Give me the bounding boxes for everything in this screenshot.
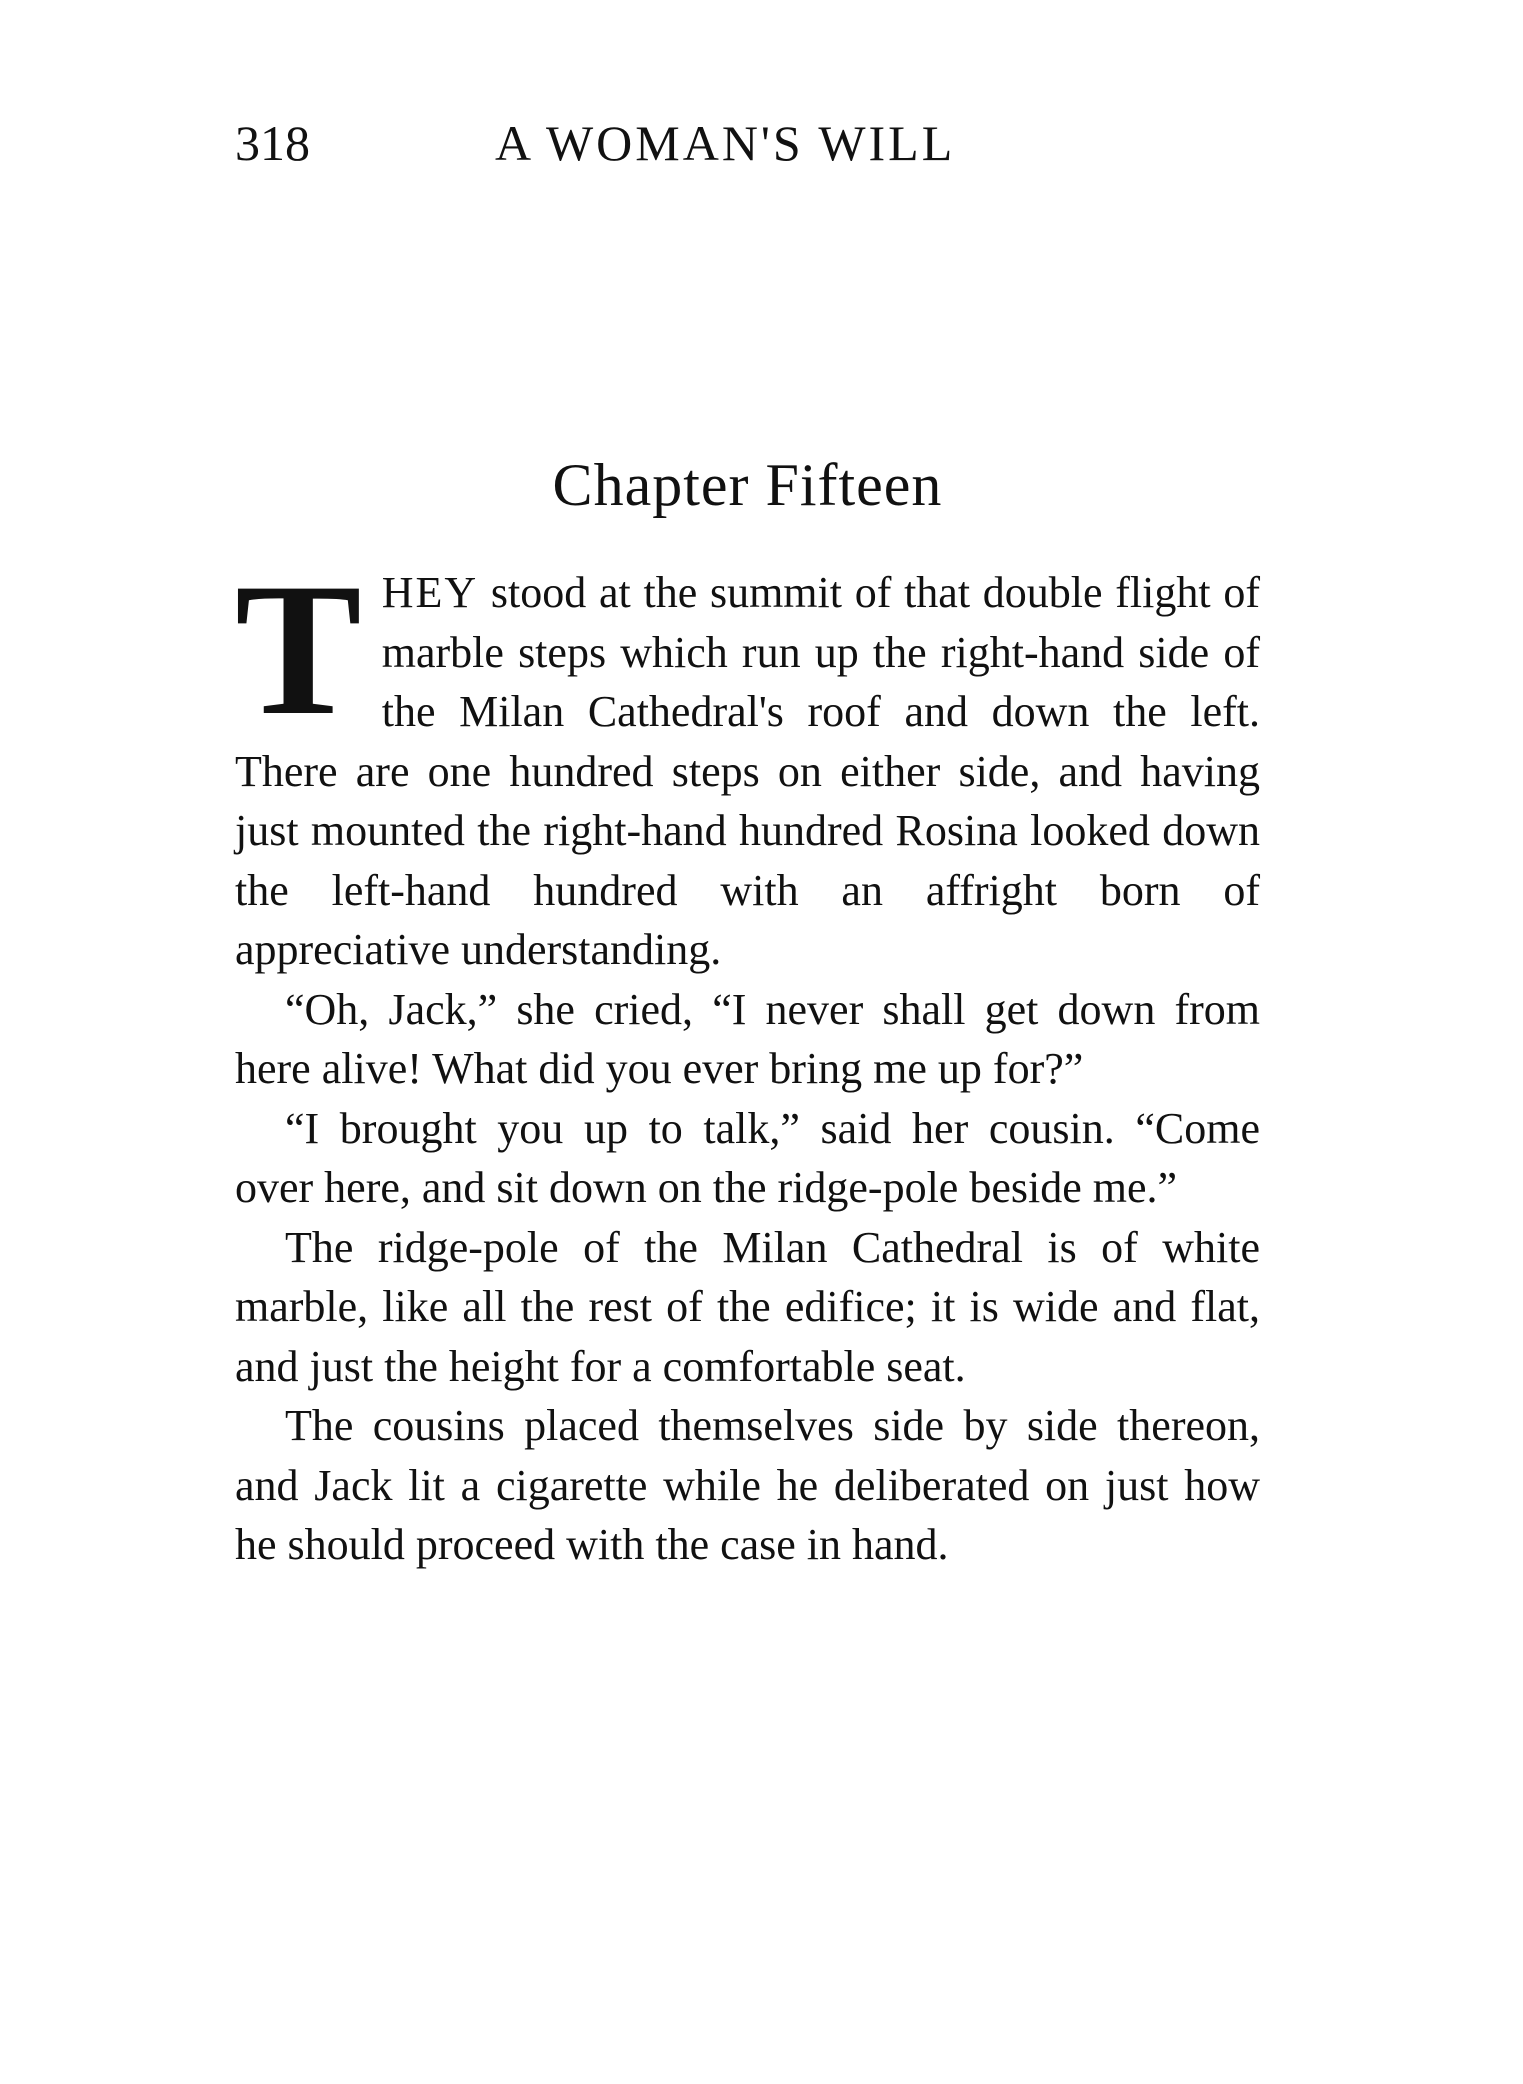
page-number: 318 [235,115,310,171]
chapter-heading: Chapter Fifteen [552,452,943,518]
paragraph-2: “Oh, Jack,” she cried, “I never shall get down from here alive! What did you ever bring me up for?” [235,984,1260,1093]
paragraph-3: “I brought you up to talk,” said her cousin. “Come over here, and sit down on the ridge-pole beside me.” [235,1103,1260,1212]
paragraph-1-text: stood at the summit of that double flight of marble steps which run up the right-hand side of the Milan Cathedral's roof and down the left. There are one hundred steps on either side, and having just mounted the right-hand hundred Rosina looked down the left-hand hundred with an affright born of appreciative understanding. [235,568,1260,974]
paragraph-4: The ridge-pole of the Milan Cathedral is of white marble, like all the rest of the edifice; it is wide and flat, and just the height for a comfortable seat. [235,1222,1260,1391]
drop-cap: T [235,545,362,755]
running-head [235,108,1260,178]
paragraph-1 [235,545,1260,980]
paragraph-5: The cousins placed themselves side by side thereon, and Jack lit a cigarette while he deliberated on just how he should proceed with the case in hand. [235,1401,1260,1569]
body-text [235,545,1260,1575]
running-title: A WOMAN'S WILL [495,115,956,171]
opening-smallcaps: HEY [381,568,479,617]
